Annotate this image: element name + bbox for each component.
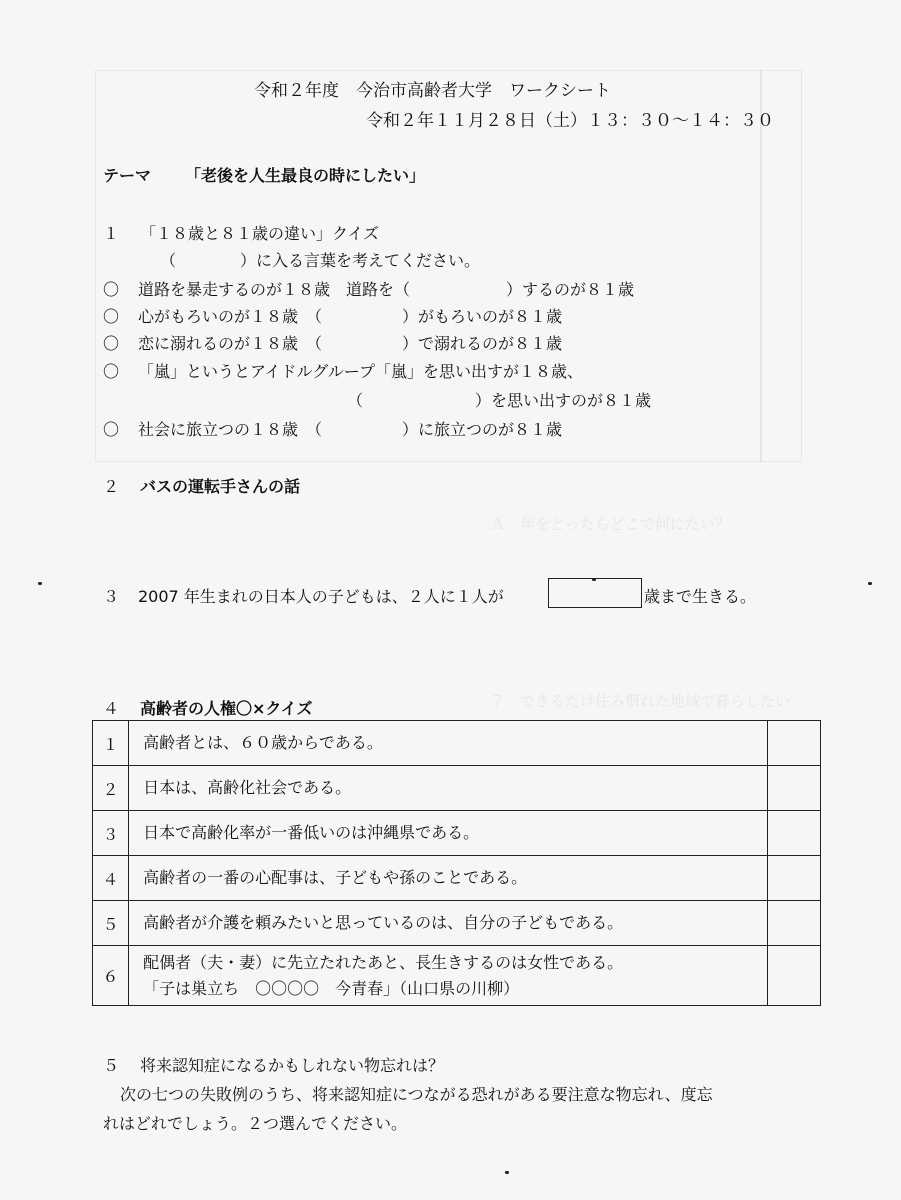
section4-number: ４	[103, 699, 120, 718]
section5-title: 将来認知症になるかもしれない物忘れは？	[140, 1056, 445, 1075]
section1-title: 「１８歳と８１歳の違い」クイズ	[140, 224, 380, 243]
answer-cell[interactable]	[767, 901, 820, 946]
row-number: ５	[93, 901, 129, 946]
session-datetime: 令和２年１１月２８日（土）１３：３０～１４：３０	[366, 111, 774, 131]
section3-text-after: 歳まで生きる。	[644, 587, 757, 606]
scan-speck	[868, 582, 872, 585]
quiz-item-mark: 〇	[103, 420, 120, 439]
scan-speck	[505, 1171, 509, 1174]
quiz-item-mark: 〇	[103, 362, 120, 381]
answer-cell[interactable]	[767, 856, 820, 901]
table-row	[93, 721, 821, 766]
answer-cell[interactable]	[767, 946, 820, 1006]
question-text: 日本で高齢化率が一番低いのは沖縄県である。	[143, 823, 480, 842]
question-text: 高齢者の一番の心配事は、子どもや孫のことである。	[143, 868, 528, 887]
theme-label: テーマ	[103, 166, 152, 185]
quiz-item-mark: 〇	[103, 307, 120, 326]
table-row	[93, 811, 821, 856]
bleed-through-text: Ａ 年をとったらどこで何にたい？	[490, 515, 730, 533]
row-number: １	[93, 721, 129, 766]
row-number: ２	[93, 766, 129, 811]
table-row	[93, 901, 821, 946]
quiz-item-text: 恋に溺れるのが１８歳 （ ）で溺れるのが８１歳	[138, 334, 563, 353]
quiz-item-text: 社会に旅立つの１８歳 （ ）に旅立つのが８１歳	[138, 420, 563, 439]
row-number: ６	[93, 946, 129, 1006]
quiz-item-text: 心がもろいのが１８歳 （ ）がもろいのが８１歳	[138, 307, 563, 326]
answer-cell[interactable]	[767, 766, 820, 811]
answer-cell[interactable]	[767, 811, 820, 856]
section3-text-before: 2007 年生まれの日本人の子どもは、２人に１人が	[138, 587, 504, 606]
age-answer-box[interactable]	[548, 578, 642, 608]
row-number: ４	[93, 856, 129, 901]
quiz-item-text: 道路を暴走するのが１８歳 道路を（ ）するのが８１歳	[138, 280, 635, 299]
table-row	[93, 856, 821, 901]
section5-number: ５	[103, 1056, 120, 1075]
table-row	[93, 946, 821, 1006]
quiz-item-mark: 〇	[103, 334, 120, 353]
section2-title: バスの運転手さんの話	[140, 477, 301, 496]
question-text: 高齢者が介護を頼みたいと思っているのは、自分の子どもである。	[143, 913, 624, 932]
section5-body-line2: れはどれでしょう。２つ選んでください。	[103, 1114, 408, 1133]
bleed-through-text: ７ できるだけ住み慣れた地域で暮らしたい	[490, 692, 791, 710]
answer-cell[interactable]	[767, 721, 820, 766]
quiz-item-text: （ ）を思い出すのが８１歳	[347, 391, 652, 410]
senryu-text: 「子は巣立ち 〇〇〇〇 今青春」（山口県の川柳）	[143, 978, 520, 998]
row-number: ３	[93, 811, 129, 856]
question-text: 日本は、高齢化社会である。	[143, 778, 352, 797]
rights-quiz-table	[92, 720, 821, 1006]
scan-speck	[592, 578, 596, 581]
section1-number: １	[103, 224, 120, 243]
section3-number: ３	[103, 587, 120, 606]
quiz-item-mark: 〇	[103, 280, 120, 299]
question-text: 配偶者（夫・妻）に先立たれたあと、長生きするのは女性である。	[143, 952, 624, 972]
theme-text: 「老後を人生最良の時にしたい」	[185, 166, 426, 185]
section5-body-line1: 次の七つの失敗例のうち、将来認知症につながる恐れがある要注意な物忘れ、度忘	[120, 1085, 713, 1104]
section4-title: 高齢者の人権〇×クイズ	[140, 699, 313, 718]
scan-speck	[38, 582, 42, 585]
table-row	[93, 766, 821, 811]
worksheet-title: 令和２年度 今治市高齢者大学 ワークシート	[254, 81, 611, 101]
quiz-item-text: 「嵐」というとアイドルグループ「嵐」を思い出すが１８歳、	[138, 362, 583, 381]
question-text: 高齢者とは、６０歳からである。	[143, 733, 383, 752]
section2-number: ２	[103, 477, 120, 496]
section1-instruction: （ ）に入る言葉を考えてください。	[160, 251, 481, 270]
